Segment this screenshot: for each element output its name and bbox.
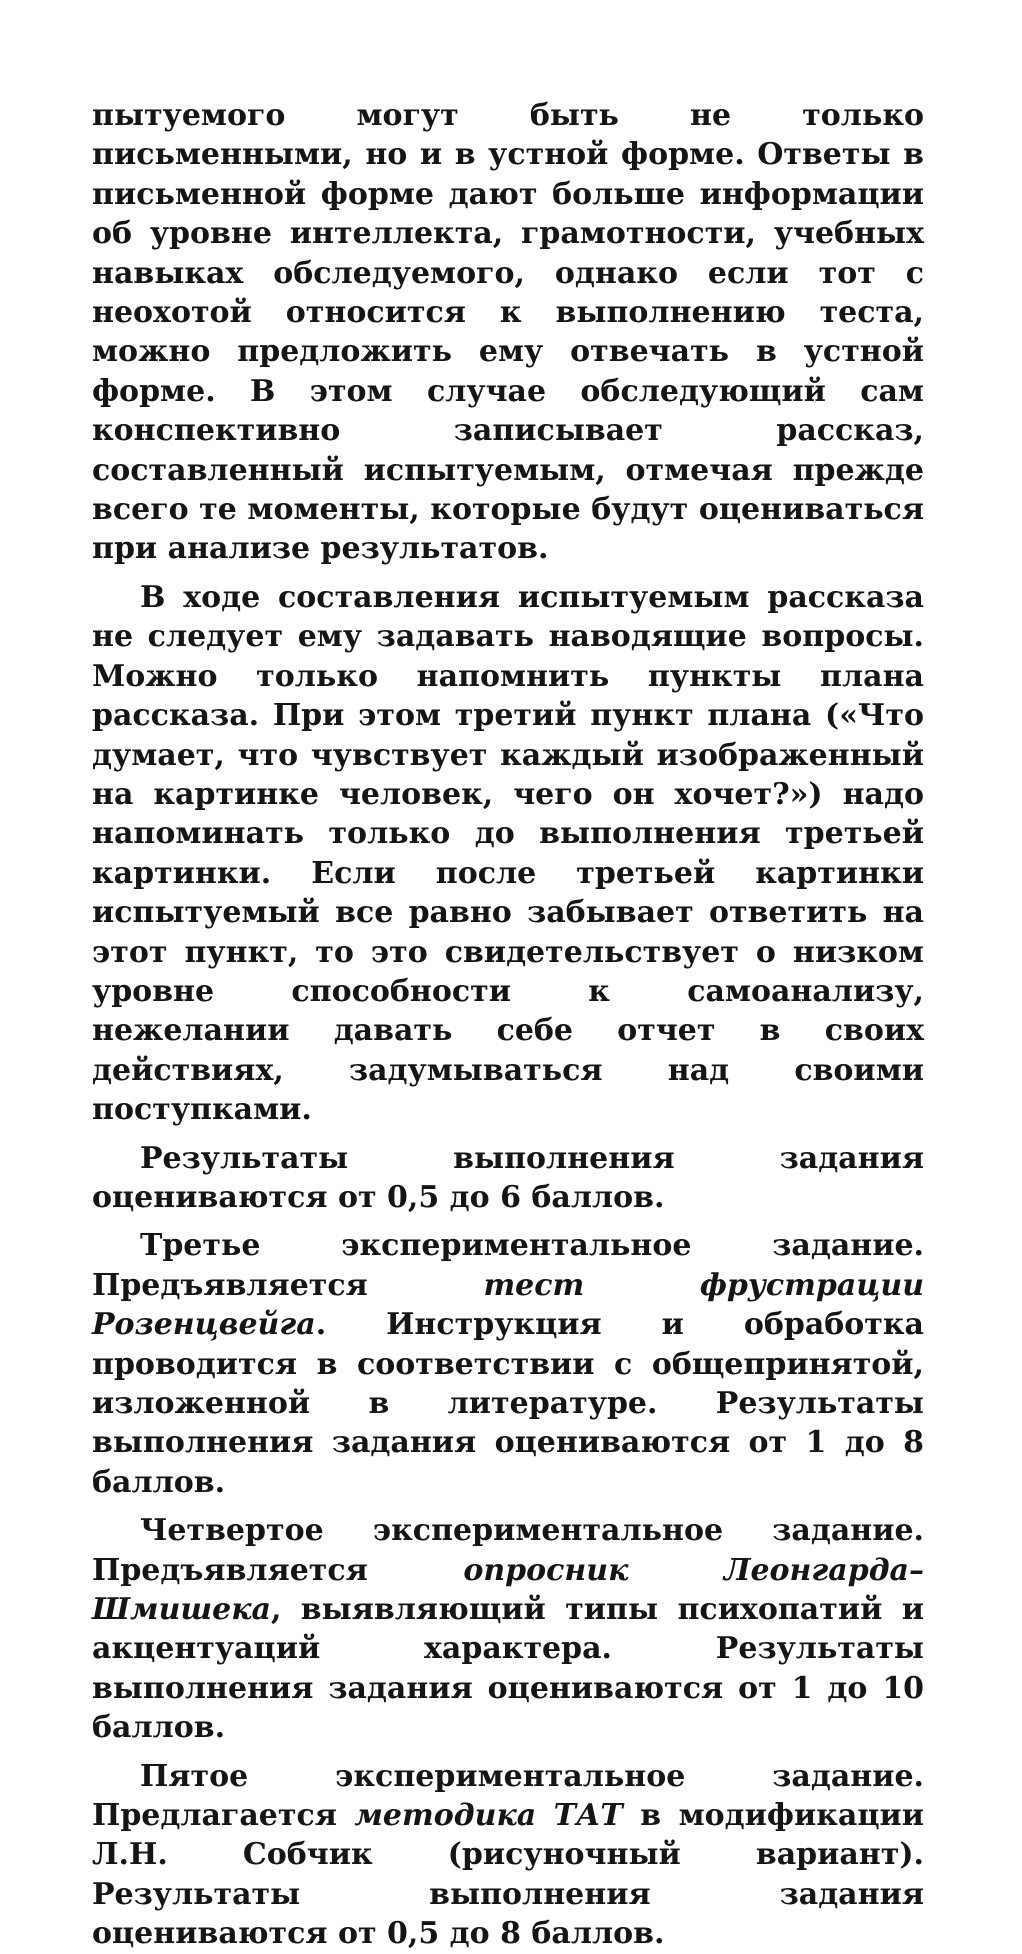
- paragraph-4-text-b: . Инструкция и обработка проводится в соответствии с общепринятой, изложенной в литературе. Результаты выполнения задания оцениваются от 1 до 8 баллов.: [92, 1307, 924, 1500]
- page-text: [92, 96, 924, 1954]
- paragraph-1-text: пытуемого могут быть не только письменными, но и в устной форме. Ответы в письменной форме дают больше информации об уровне интеллекта, грамотности, учебных навыках обследуемого, однако если тот с неохотой относится к выполнению теста, можно предложить ему отвечать в устной форме. В этом случае обследующий сам конспективно записывает рассказ, составленный испытуемым, отмечая прежде всего те моменты, которые будут оцениваться при анализе результатов.: [92, 98, 924, 567]
- paragraph-4: [92, 1226, 924, 1502]
- paragraph-6-emphasis: методика ТАТ: [354, 1798, 623, 1834]
- paragraph-6-text-b: в модификации Л.Н. Собчик (рисуночный вариант). Результаты выполнения задания оцениваются от 0,5 до 8 баллов.: [92, 1798, 924, 1952]
- paragraph-5-emphasis: опросник Леонгарда–Шмишека: [92, 1552, 924, 1628]
- paragraph-3: [92, 1139, 924, 1218]
- paragraph-5: [92, 1511, 924, 1747]
- paragraph-6: [92, 1757, 924, 1954]
- paragraph-4-text-a: Третье экспериментальное задание. Предъявляется: [92, 1228, 924, 1303]
- paragraph-1: [92, 96, 924, 569]
- paragraph-5-text-a: Четвертое экспериментальное задание. Предъявляется: [92, 1513, 924, 1588]
- paragraph-6-text-a: Пятое экспериментальное задание. Предлагается: [92, 1758, 924, 1834]
- paragraph-2: [92, 578, 924, 1130]
- paragraph-3-text: Результаты выполнения задания оцениваются от 0,5 до 6 баллов.: [92, 1140, 924, 1215]
- paragraph-2-text: В ходе составления испытуемым рассказа не следует ему задавать наводящие вопросы. Можно только напомнить пункты плана рассказа. При этом третий пункт плана («Что думает, что чувствует каждый изображенный на картинке человек, чего он хочет?») надо напоминать только до выполнения третьей картинки. Если после третьей картинки испытуемый все равно забывает ответить на этот пункт, то это свидетельствует о низком уровне способности к самоанализу, нежелании давать себе отчет в своих действиях, задумываться над своими поступками.: [92, 579, 924, 1128]
- paragraph-4-emphasis: тест фрустрации Розенцвейга: [92, 1267, 924, 1343]
- paragraph-5-text-b: , выявляющий типы психопатий и акцентуаций характера. Результаты выполнения задания оцениваются от 1 до 10 баллов.: [92, 1592, 924, 1746]
